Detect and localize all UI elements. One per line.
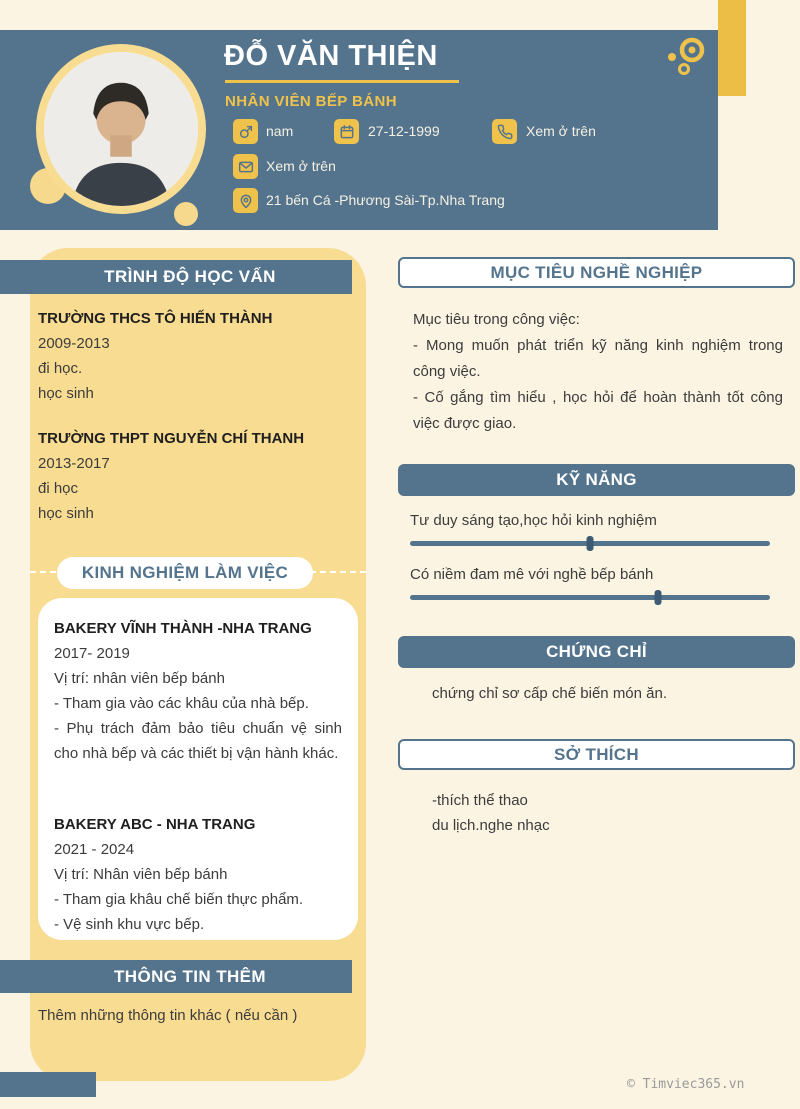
education-item bbox=[38, 306, 338, 406]
experience-detail: - Tham gia khâu chế biến thực phẩm. bbox=[54, 891, 304, 908]
envelope-icon bbox=[233, 154, 258, 179]
school-years: 2009-2013 bbox=[38, 335, 110, 352]
skill-slider[interactable] bbox=[410, 541, 770, 546]
email-value: Xem ở trên bbox=[266, 158, 336, 174]
experience-section-heading: KINH NGHIỆM LÀM VIỆC bbox=[57, 557, 313, 589]
company-name: BAKERY VĨNH THÀNH -NHA TRANG bbox=[54, 620, 312, 637]
person-portrait-icon bbox=[44, 52, 198, 206]
skill-slider-handle[interactable] bbox=[655, 590, 662, 605]
skill-slider[interactable] bbox=[410, 595, 770, 600]
school-detail: đi học bbox=[38, 480, 79, 497]
additional-info-text: Thêm những thông tin khác ( nếu cần ) bbox=[38, 1007, 298, 1024]
job-title: NHÂN VIÊN BẾP BÁNH bbox=[225, 93, 397, 110]
school-detail: học sinh bbox=[38, 505, 94, 522]
hobby-line: du lịch.nghe nhạc bbox=[432, 817, 550, 834]
experience-detail: - Vệ sinh khu vực bếp. bbox=[54, 916, 205, 933]
candidate-name: ĐỖ VĂN THIỆN bbox=[224, 40, 438, 72]
school-detail: đi học. bbox=[38, 360, 83, 377]
location-pin-icon bbox=[233, 188, 258, 213]
education-item bbox=[38, 426, 338, 526]
education-section-heading: TRÌNH ĐỘ HỌC VẤN bbox=[0, 260, 352, 294]
profile-photo bbox=[36, 44, 206, 214]
footer-accent-bar bbox=[0, 1072, 96, 1097]
experience-detail: Vị trí: nhân viên bếp bánh bbox=[54, 670, 225, 687]
hobbies-section-heading: SỞ THÍCH bbox=[398, 739, 795, 770]
certificates-section-heading: CHỨNG CHỈ bbox=[398, 636, 795, 668]
objective-line: - Cố gắng tìm hiểu , học hỏi để hoàn thành tốt công việc được giao. bbox=[413, 389, 783, 432]
company-name: BAKERY ABC - NHA TRANG bbox=[54, 816, 256, 833]
education-content bbox=[38, 306, 338, 526]
gender-icon bbox=[233, 119, 258, 144]
school-detail: học sinh bbox=[38, 385, 94, 402]
objective-line: Mục tiêu trong công việc: bbox=[413, 311, 580, 328]
experience-detail: - Phụ trách đảm bảo tiêu chuẩn vệ sinh cho nhà bếp và các thiết bị vận hành khác. bbox=[54, 720, 342, 762]
hobby-line: -thích thể thao bbox=[432, 792, 528, 809]
watermark: © Timviec365.vn bbox=[627, 1077, 745, 1092]
decor-circle bbox=[174, 202, 198, 226]
skill-label: Có niềm đam mê với nghề bếp bánh bbox=[410, 566, 654, 583]
hobbies-text bbox=[432, 788, 550, 838]
phone-value: Xem ở trên bbox=[526, 123, 596, 139]
school-years: 2013-2017 bbox=[38, 455, 110, 472]
objective-text bbox=[413, 307, 783, 437]
birthday-value: 27-12-1999 bbox=[368, 123, 440, 139]
phone-icon bbox=[492, 119, 517, 144]
experience-detail: - Tham gia vào các khâu của nhà bếp. bbox=[54, 695, 309, 712]
additional-info-heading: THÔNG TIN THÊM bbox=[0, 960, 352, 993]
objective-section-heading: MỤC TIÊU NGHỀ NGHIỆP bbox=[398, 257, 795, 288]
corner-accent-bar bbox=[718, 0, 746, 96]
experience-card bbox=[38, 598, 358, 940]
skill-label: Tư duy sáng tạo,học hỏi kinh nghiệm bbox=[410, 512, 657, 529]
company-years: 2021 - 2024 bbox=[54, 841, 135, 858]
gender-value: nam bbox=[266, 123, 294, 139]
address-value: 21 bến Cá -Phương Sài-Tp.Nha Trang bbox=[266, 192, 505, 208]
experience-item bbox=[54, 616, 342, 766]
calendar-icon bbox=[334, 119, 359, 144]
school-name: TRƯỜNG THPT NGUYỄN CHÍ THANH bbox=[38, 430, 305, 447]
school-name: TRƯỜNG THCS TÔ HIẾN THÀNH bbox=[38, 310, 273, 327]
experience-item bbox=[54, 812, 342, 937]
certificate-text: chứng chỉ sơ cấp chế biến món ăn. bbox=[432, 685, 668, 702]
skill-slider-handle[interactable] bbox=[587, 536, 594, 551]
objective-line: - Mong muốn phát triển kỹ năng kinh nghiệm trong công việc. bbox=[413, 337, 783, 380]
company-years: 2017- 2019 bbox=[54, 645, 130, 662]
brand-logo-circles-icon bbox=[662, 34, 712, 89]
experience-detail: Vị trí: Nhân viên bếp bánh bbox=[54, 866, 228, 883]
skills-section-heading: KỸ NĂNG bbox=[398, 464, 795, 496]
name-underline bbox=[225, 80, 459, 83]
